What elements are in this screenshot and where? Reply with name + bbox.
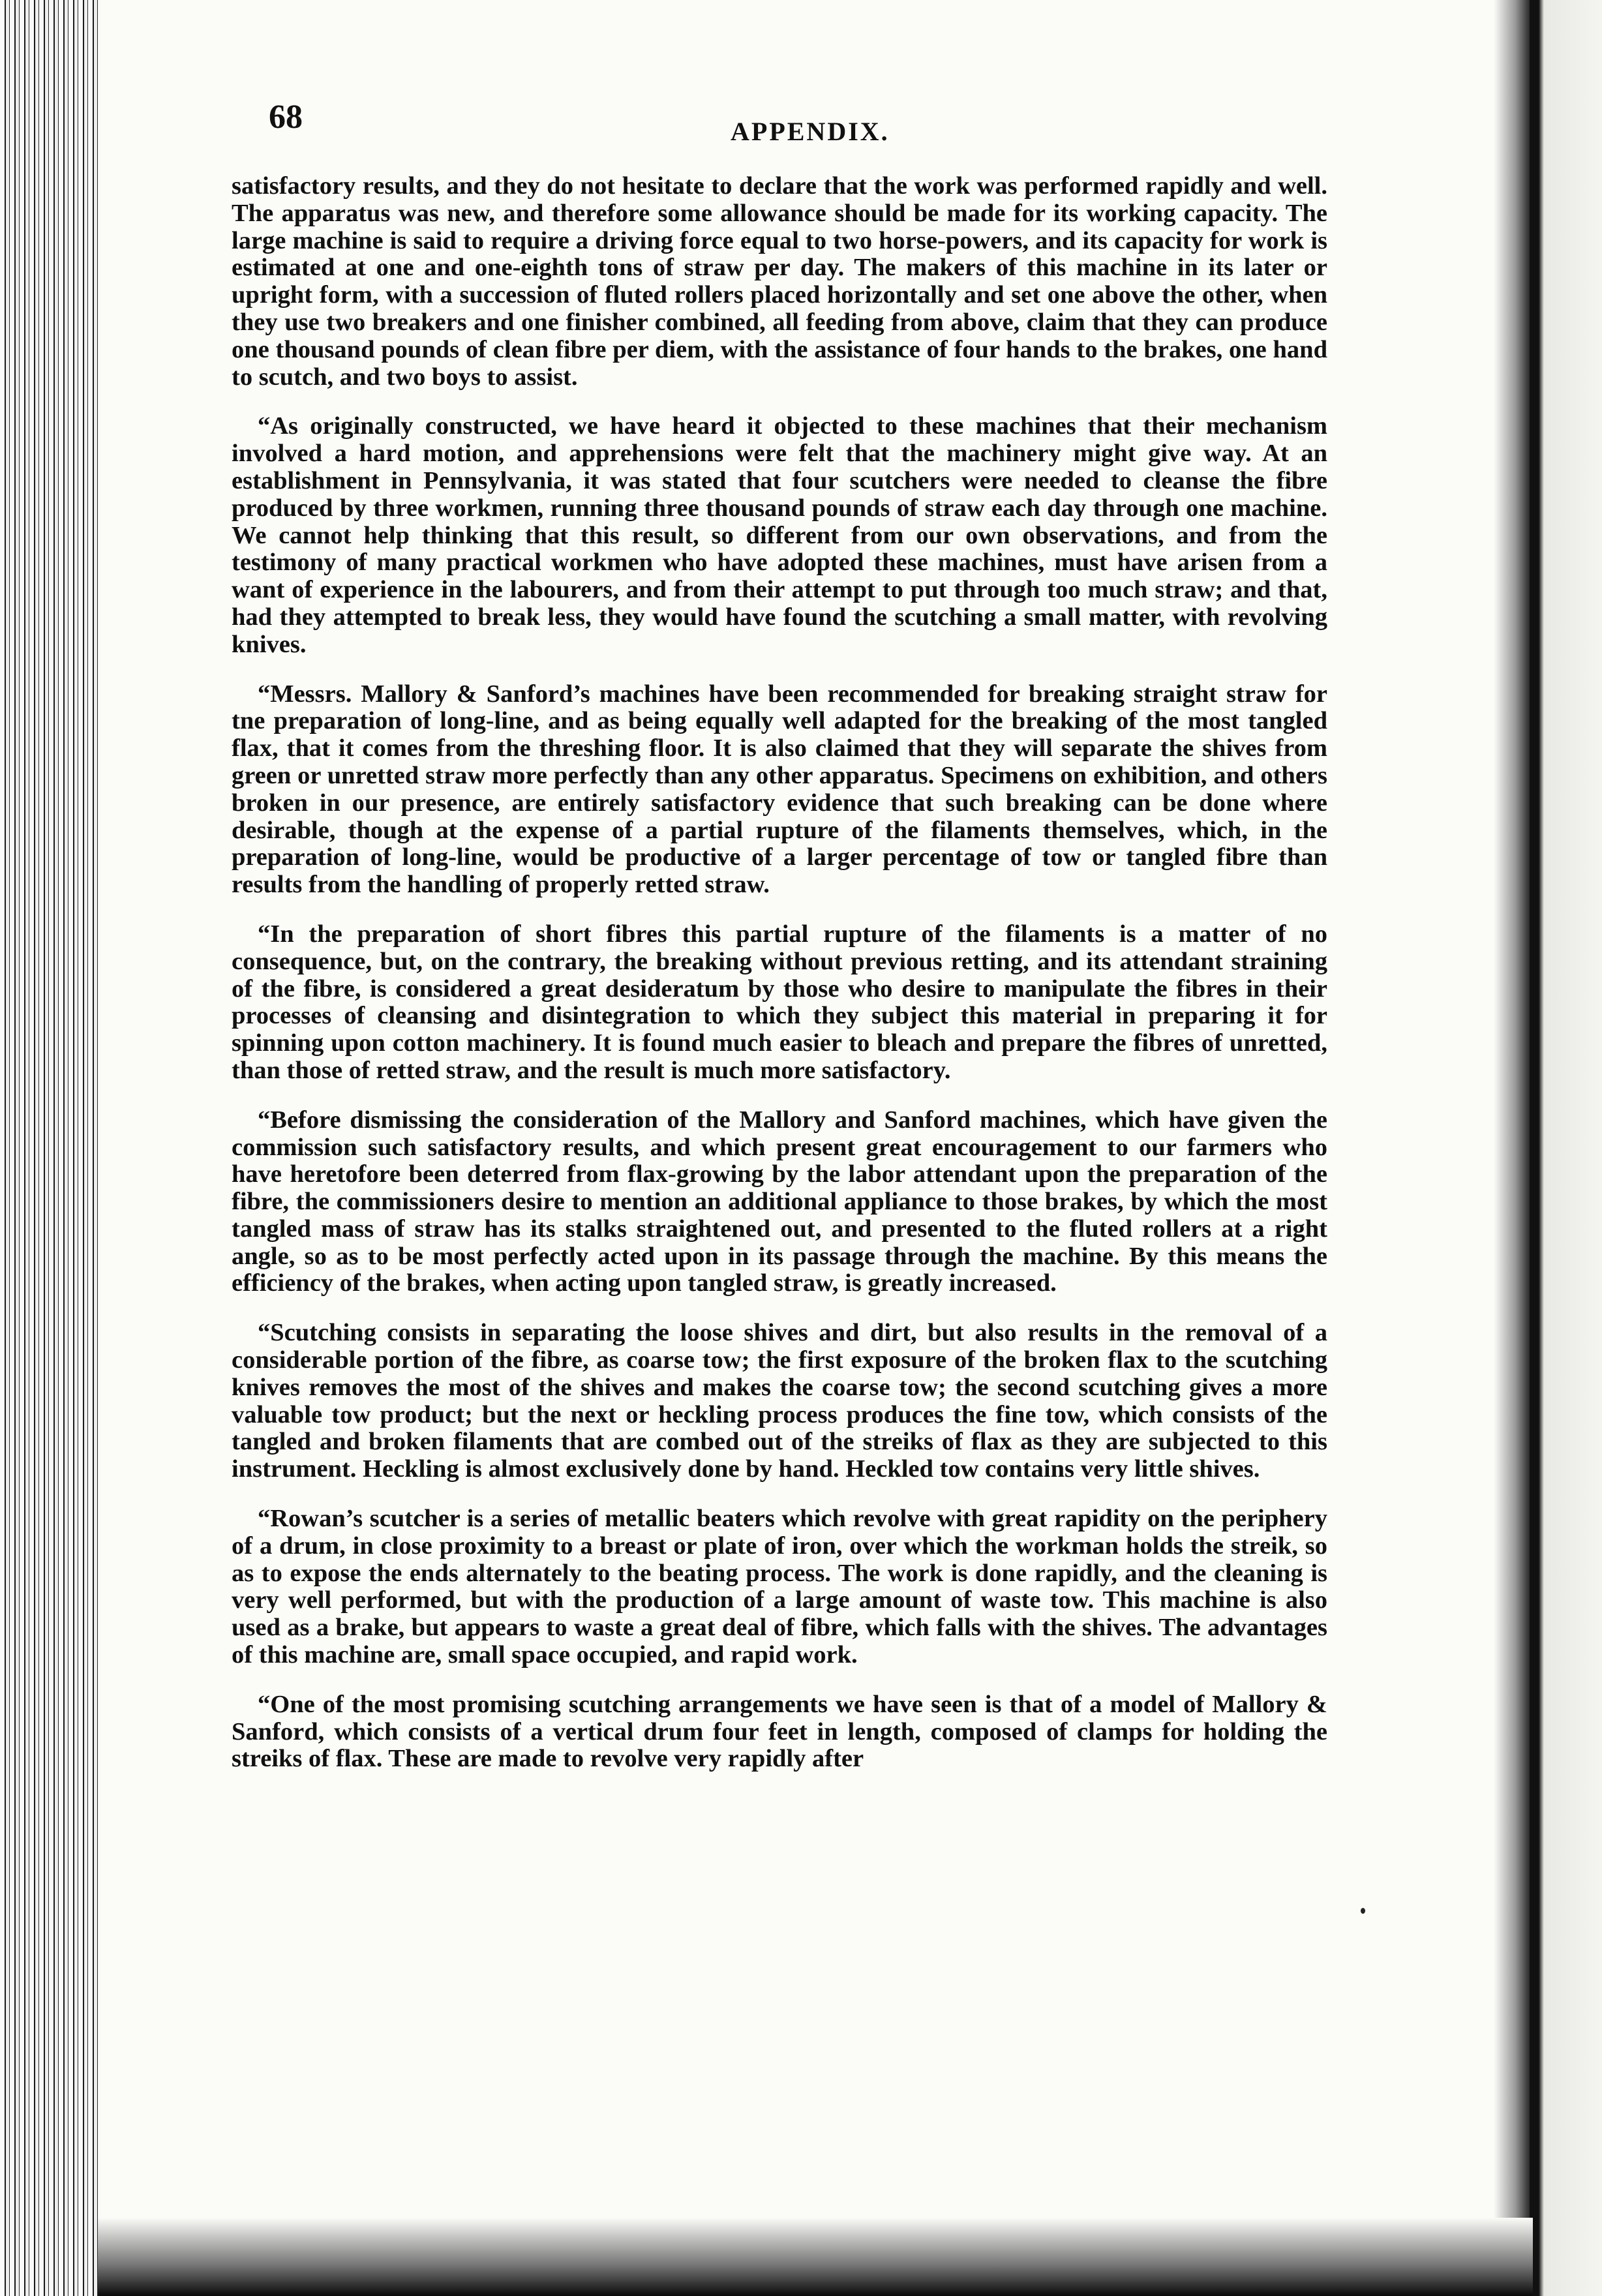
paragraph: “One of the most promising scutching arrangements we have seen is that of a model of Mallory & Sanford, which consists of a vertical drum four feet in length, composed of clamps for holding the streiks of flax. These are made to revolve very rapidly after [232, 1690, 1327, 1773]
book-gutter-shadow [1494, 0, 1533, 2296]
body-text [232, 173, 1327, 1795]
facing-page-edge [1530, 0, 1602, 2296]
paragraph: “Rowan’s scutcher is a series of metallic beaters which revolve with great rapidity on the periphery of a drum, in close proximity to a breast or plate of iron, over which the workman holds the streik, so as to expose the ends alternately to the beating process. The work is done rapidly, and the cleaning is very well performed, but with the production of a large amount of waste tow. This machine is also used as a brake, but appears to waste a great deal of fibre, which falls with the shives. The advantages of this machine are, small space occupied, and rapid work. [232, 1505, 1327, 1669]
paragraph: “As originally constructed, we have heard it objected to these machines that their mechanism involved a hard motion, and apprehensions were felt that the machinery might give way. At an establishment in Pennsylvania, it was stated that four scutchers were needed to cleanse the fibre produced by three workmen, running three thousand pounds of straw each day through one machine. We cannot help thinking that this result, so different from our own observations, and from the testimony of many practical workmen who have adopted these machines, must have arisen from a want of experience in the labourers, and from their attempt to put through too much straw; and that, had they attempted to break less, they would have found the scutching a small matter, with revolving knives. [232, 412, 1327, 658]
page-bottom-shadow [98, 2218, 1533, 2296]
running-head: APPENDIX. [731, 117, 890, 146]
paragraph: satisfactory results, and they do not hesitate to declare that the work was performed rapidly and well. The apparatus was new, and therefore some allowance should be made for its working capacity. The large machine is said to require a driving force equal to two horse-powers, and its capacity for work is estimated at one and one-eighth tons of straw per day. The makers of this machine in its later or upright form, with a succession of fluted rollers placed horizontally and set one above the other, when they use two breakers and one finisher combined, all feeding from above, claim that they can produce one thousand pounds of clean fibre per diem, with the assistance of four hands to the brakes, one hand to scutch, and two boys to assist. [232, 172, 1327, 391]
ink-speck [1361, 1908, 1365, 1914]
paragraph: “Messrs. Mallory & Sanford’s machines have been recommended for breaking straight straw for tne preparation of long-line, and as being equally well adapted for the breaking of the most tangled flax, that it comes from the threshing floor. It is also claimed that they will separate the shives from green or unretted straw more perfectly than any other apparatus. Specimens on exhibition, and others broken in our presence, are entirely satisfactory evidence that such breaking can be done where desirable, though at the expense of a partial rupture of the filaments themselves, which, in the preparation of long-line, would be productive of a larger percentage of tow or tangled fibre than results from the handling of properly retted straw. [232, 680, 1327, 899]
paragraph: “Scutching consists in separating the loose shives and dirt, but also results in the removal of a considerable portion of the fibre, as coarse tow; the first exposure of the broken flax to the scutching knives removes the most of the shives and makes the coarse tow; the second scutching gives a more valuable tow product; but the next or heckling process produces the fine tow, which consists of the tangled and broken filaments that are combed out of the streiks of flax as they are subjected to this instrument. Heckling is almost exclusively done by hand. Heckled tow contains very little shives. [232, 1319, 1327, 1483]
paragraph: “In the preparation of short fibres this partial rupture of the filaments is a matter of no consequence, but, on the contrary, the breaking without previous retting, and its attendant straining of the fibre, is considered a great desideratum by those who desire to manipulate the fibres in their processes of cleansing and disintegration to which they subject this material in preparing it for spinning upon cotton machinery. It is found much easier to bleach and prepare the fibres of unretted, than those of retted straw, and the result is much more satisfactory. [232, 920, 1327, 1084]
page-number: 68 [269, 98, 303, 136]
paragraph: “Before dismissing the consideration of the Mallory and Sanford machines, which have given the commission such satisfactory results, and which present great encouragement to our farmers who have heretofore been deterred from flax-growing by the labor attendant upon the preparation of the fibre, the commissioners desire to mention an additional appliance to those brakes, by which the most tangled mass of straw has its stalks straightened out, and presented to the fluted rollers at a right angle, so as to be most perfectly acted upon in its passage through the machine. By this means the efficiency of the brakes, when acting upon tangled straw, is greatly increased. [232, 1106, 1327, 1297]
